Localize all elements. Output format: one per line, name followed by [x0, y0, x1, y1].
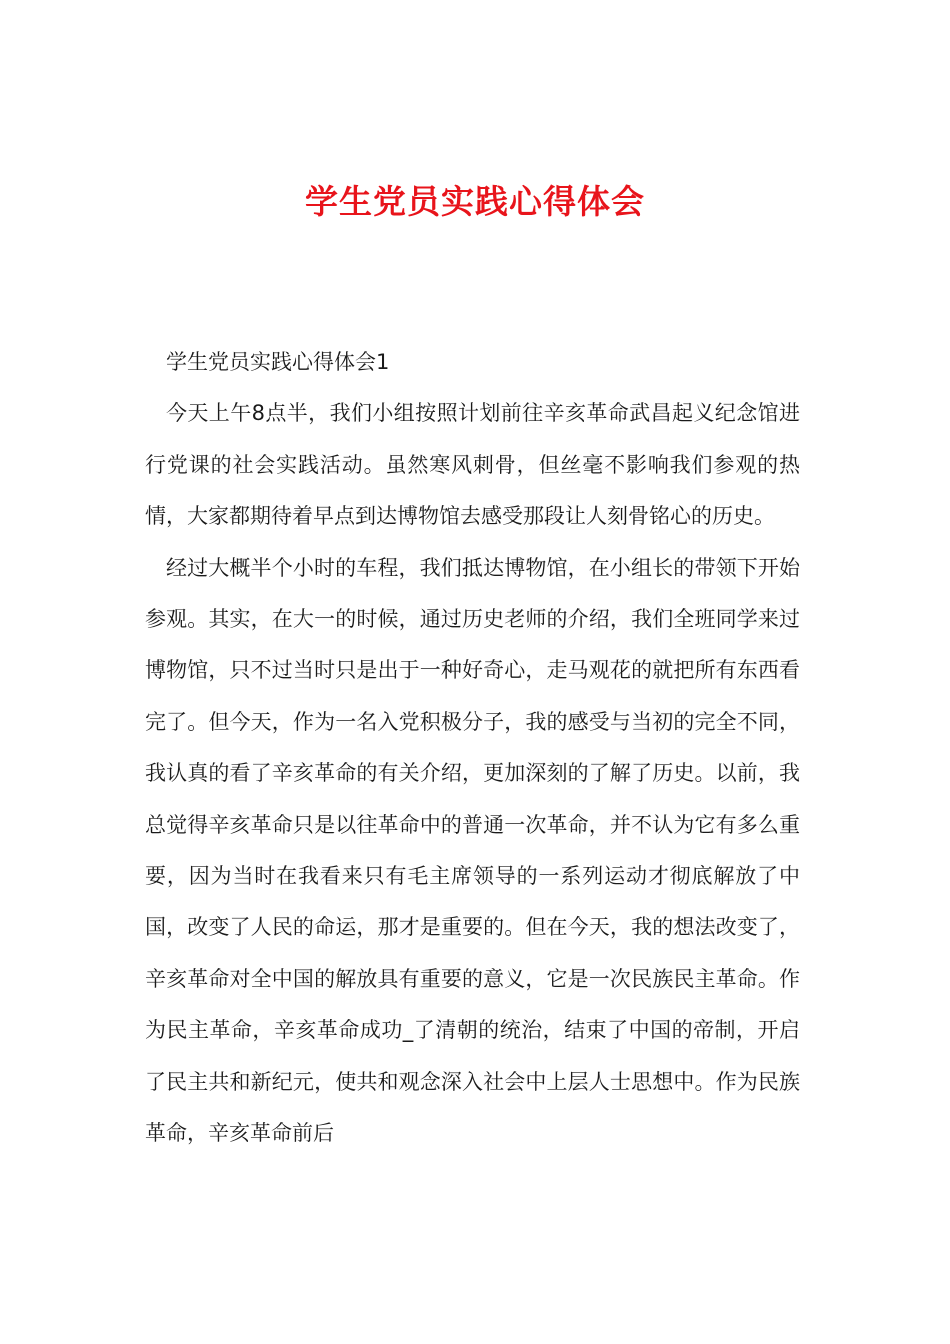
document-body — [145, 337, 800, 1160]
paragraph: 经过大概半个小时的车程，我们抵达博物馆，在小组长的带领下开始参观。其实，在大一的时候，通过历史老师的介绍，我们全班同学来过博物馆，只不过当时只是出于一种好奇心，走马观花的就把所有东西看完了。但今天，作为一名入党积极分子，我的感受与当初的完全不同，我认真的看了辛亥革命的有关介绍，更加深刻的了解了历史。以前，我总觉得辛亥革命只是以往革命中的普通一次革命，并不认为它有多么重要，因为当时在我看来只有毛主席领导的一系列运动才彻底解放了中国，改变了人民的命运，那才是重要的。但在今天，我的想法改变了，辛亥革命对全中国的解放具有重要的意义，它是一次民族民主革命。作为民主革命，辛亥革命成功_了清朝的统治，结束了中国的帝制，开启了民主共和新纪元，使共和观念深入社会中上层人士思想中。作为民族革命，辛亥革命前后 — [145, 555, 800, 1146]
section-heading: 学生党员实践心得体会1 — [166, 350, 390, 374]
document-title: 学生党员实践心得体会 — [305, 182, 645, 222]
paragraph: 今天上午8点半，我们小组按照计划前往辛亥革命武昌起义纪念馆进行党课的社会实践活动。虽然寒风刺骨，但丝毫不影响我们参观的热情，大家都期待着早点到达博物馆去感受那段让人刻骨铭心的历史。 — [145, 401, 800, 529]
